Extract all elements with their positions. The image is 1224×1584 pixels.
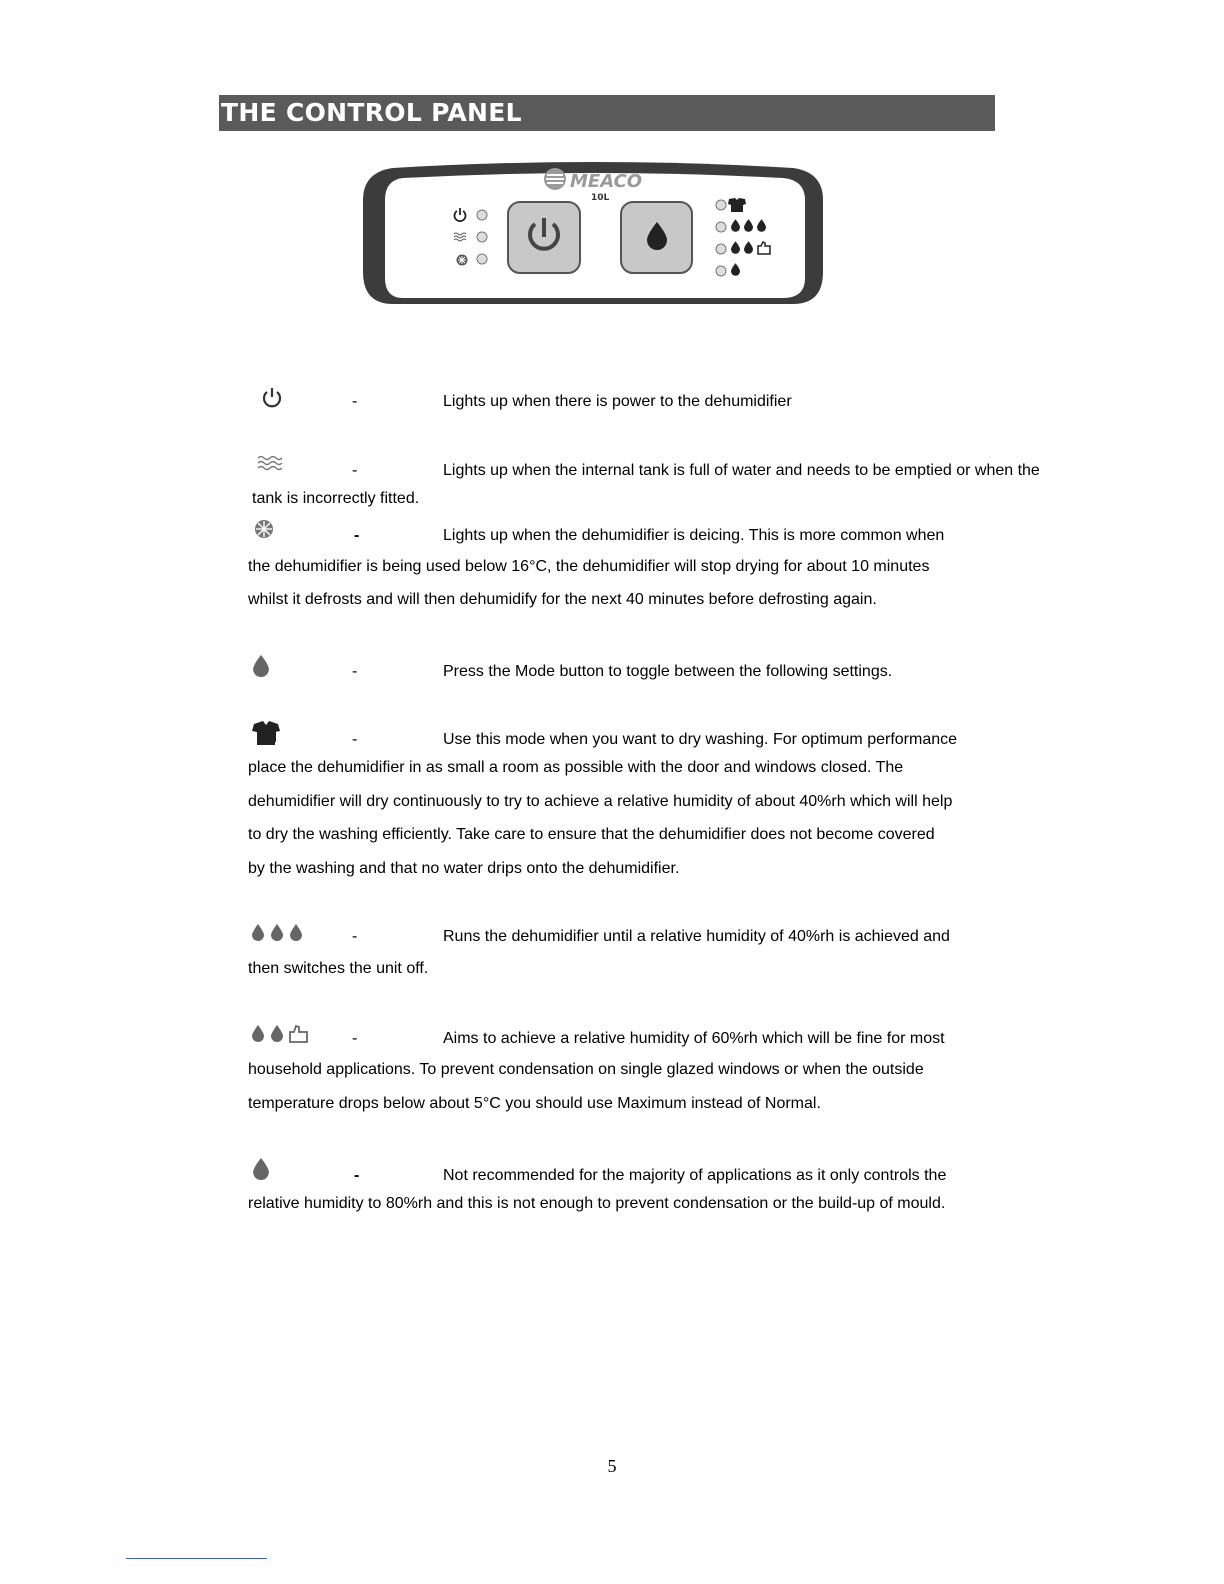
item-description-continued: tank is incorrectly fitted. [252,490,420,507]
brand-text: MEACO [570,171,643,192]
item-description: Press the Mode button to toggle between the following settings. [443,663,893,680]
section-header [219,95,995,131]
item-description: Use this mode when you want to dry washing. For optimum performance [443,731,958,748]
tank-full-icon [257,454,285,472]
footnote-divider [126,1558,267,1559]
section-title: THE CONTROL PANEL [221,98,522,127]
normal-icon [251,1023,309,1043]
item-description-continued: then switches the unit off. [248,960,429,977]
item-description-continued: place the dehumidifier in as small a room as possible with the door and windows closed. The [248,759,904,776]
laundry-icon [252,720,286,746]
item-description: Lights up when there is power to the dehumidifier [443,393,792,410]
page-number: 5 [607,1456,617,1476]
item-description: Lights up when the dehumidifier is deicing. This is more common when [443,527,945,544]
separator-dash: - [352,663,358,680]
separator-dash: - [354,1167,360,1184]
item-description-continued: by the washing and that no water drips onto the dehumidifier. [248,860,680,877]
item-description: Lights up when the internal tank is full of water and needs to be emptied or when the [443,462,1040,479]
separator-dash: - [352,928,358,945]
model-text: 10L [591,193,610,203]
separator-dash: - [352,731,358,748]
control-panel-illustration [363,160,823,304]
power-icon [261,387,283,409]
item-description-continued: dehumidifier will dry continuously to try to achieve a relative humidity of about 40%rh which will help [248,793,953,810]
item-description-continued: to dry the washing efficiently. Take care to ensure that the dehumidifier does not become covered [248,826,935,843]
maximum-icon [251,923,305,943]
item-description: Runs the dehumidifier until a relative humidity of 40%rh is achieved and [443,928,950,945]
power-button[interactable] [508,202,580,273]
maximum-indicator-icon [731,219,766,232]
defrost-indicator-icon [457,255,468,266]
separator-dash: - [352,393,358,410]
item-description-continued: whilst it defrosts and will then dehumidify for the next 40 minutes before defrosting again. [248,591,877,608]
separator-dash: - [352,462,358,479]
item-description-continued: the dehumidifier is being used below 16°C, the dehumidifier will stop drying for about 10 minutes [248,558,930,575]
item-description-continued: household applications. To prevent condensation on single glazed windows or when the outside [248,1061,924,1078]
item-description: Not recommended for the majority of applications as it only controls the [443,1167,947,1184]
mode-button[interactable] [621,202,692,273]
separator-dash: - [352,1030,358,1047]
minimum-icon [253,1158,269,1180]
mode-drop-icon [253,655,269,677]
defrost-icon [253,518,275,540]
item-description-continued: relative humidity to 80%rh and this is not enough to prevent condensation or the build-up of mould. [248,1195,946,1212]
separator-dash: - [354,527,360,544]
item-description-continued: temperature drops below about 5°C you should use Maximum instead of Normal. [248,1095,821,1112]
item-description: Aims to achieve a relative humidity of 60%rh which will be fine for most [443,1030,945,1047]
